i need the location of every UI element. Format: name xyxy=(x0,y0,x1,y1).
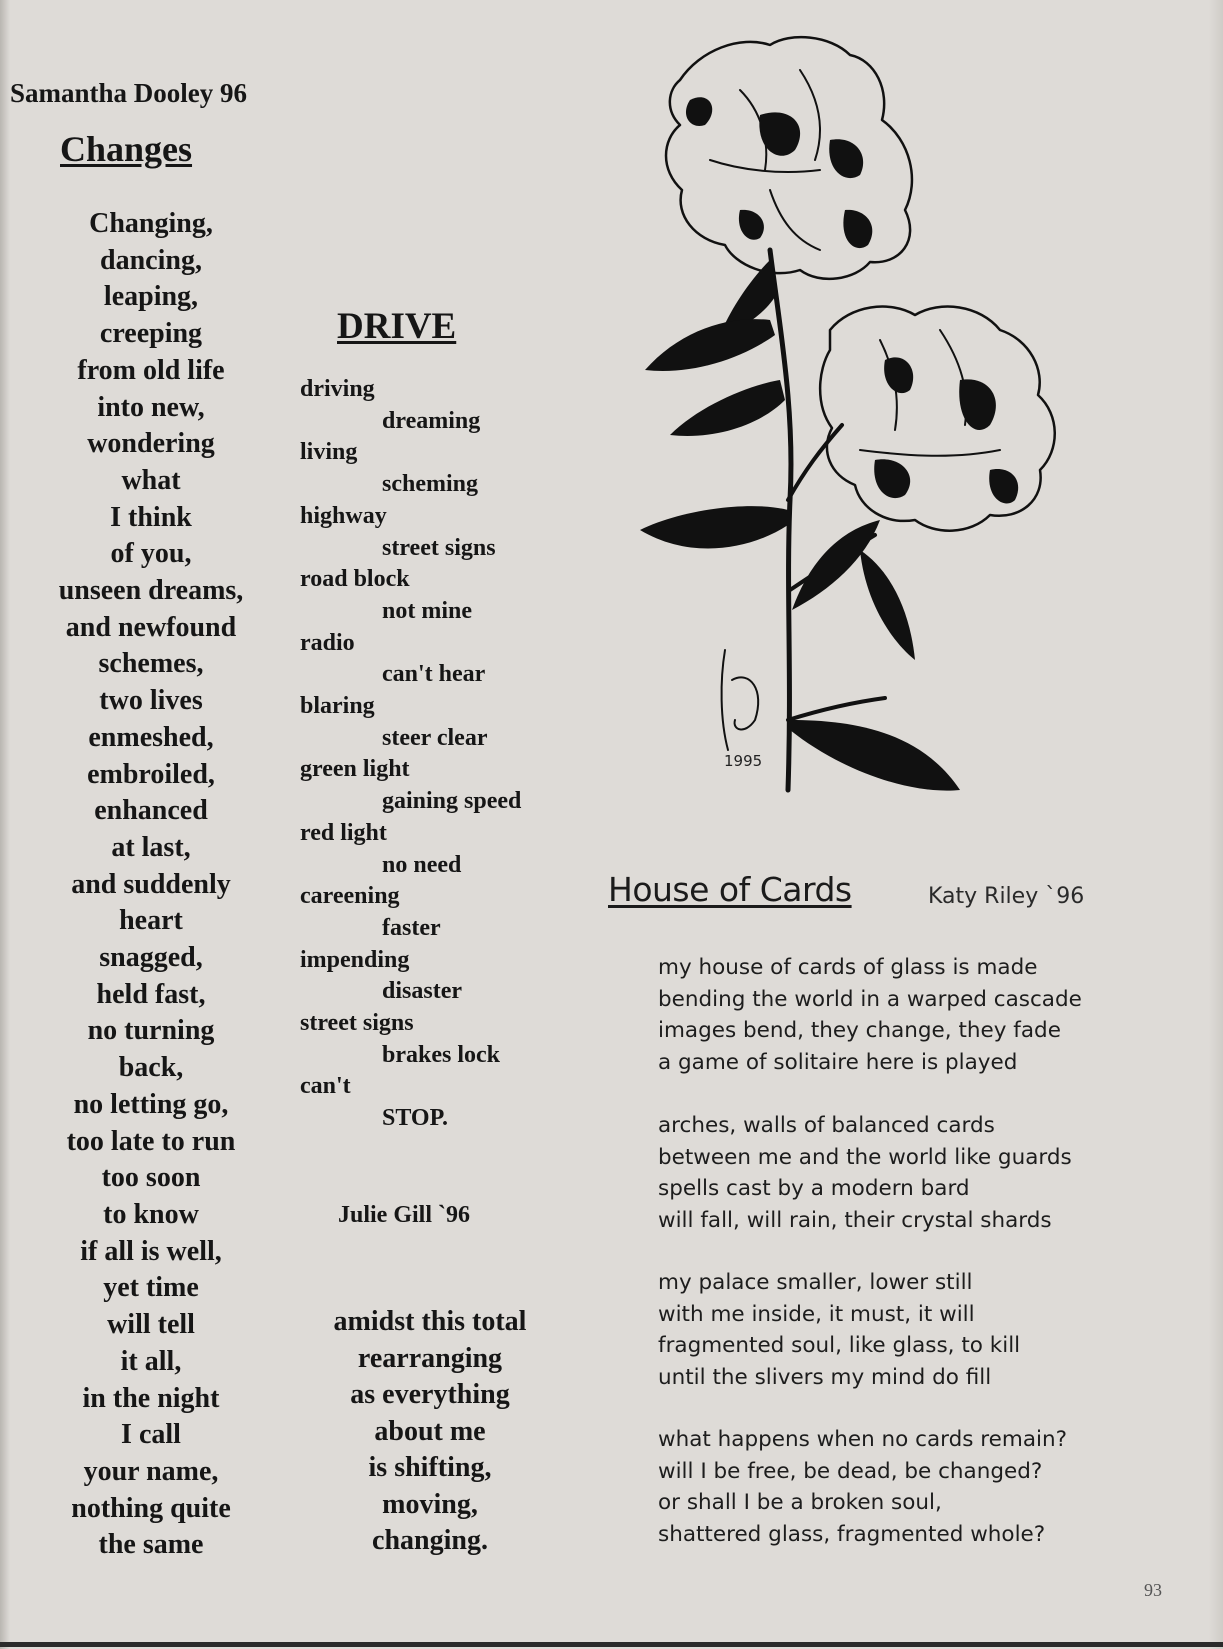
poem-line: it all, xyxy=(120,1345,182,1377)
poem-line: will fall, will rain, their crystal shards xyxy=(658,1207,1052,1233)
poem-line: schemes, xyxy=(98,648,204,680)
house-of-cards-stanza-2 xyxy=(658,1110,1178,1236)
poem-line: enmeshed, xyxy=(88,721,214,753)
poem-line: a game of solitaire here is played xyxy=(658,1049,1018,1075)
poem-line: about me xyxy=(374,1415,486,1447)
house-of-cards-title: House of Cards xyxy=(608,870,852,909)
drive-title: DRIVE xyxy=(337,306,457,347)
drive-poem-lines xyxy=(300,374,600,1135)
poem-line: as everything xyxy=(350,1379,510,1410)
poem-line: my house of cards of glass is made xyxy=(658,955,1038,980)
poem-line: spells cast by a modern bard xyxy=(658,1176,970,1201)
poem-line: held fast, xyxy=(96,978,206,1010)
poem-line: too soon xyxy=(101,1162,201,1194)
poem-line: or shall I be a broken soul, xyxy=(658,1490,942,1515)
page-bottom-edge xyxy=(0,1642,1223,1647)
poem-line: street signs xyxy=(300,1010,414,1037)
poem-line: wondering xyxy=(87,428,215,460)
poem-line: leaping, xyxy=(103,281,199,313)
poem-line: will I be free, be dead, be changed? xyxy=(658,1458,1043,1484)
poem-line: dreaming xyxy=(382,407,481,434)
poem-line: STOP. xyxy=(382,1105,449,1132)
poem-line: embroiled, xyxy=(87,758,215,790)
poem-line: too late to run xyxy=(66,1125,236,1157)
poem-line: and newfound xyxy=(65,611,237,643)
poem-line: shattered glass, fragmented whole? xyxy=(658,1521,1046,1547)
poem-line: to know xyxy=(103,1198,199,1230)
poem-line: gaining speed xyxy=(382,788,522,815)
poem-line: my palace smaller, lower still xyxy=(658,1270,973,1295)
poem-line: yet time xyxy=(103,1272,199,1304)
poem-line: at last, xyxy=(111,831,191,863)
poem-line: no need xyxy=(382,851,462,878)
poem-line: faster xyxy=(382,914,441,941)
house-of-cards-stanza-4 xyxy=(658,1424,1178,1550)
page-right-shadow xyxy=(1209,0,1223,1649)
house-of-cards-stanza-3 xyxy=(658,1267,1178,1393)
poem-line: and suddenly xyxy=(71,868,231,900)
poem-line: impending xyxy=(300,946,410,973)
poem-line: green light xyxy=(300,756,410,783)
poem-line: rearranging xyxy=(357,1342,503,1374)
poem-line: into new, xyxy=(97,391,205,423)
poem-line: fragmented soul, like glass, to kill xyxy=(658,1333,1021,1358)
poem-line: in the night xyxy=(82,1382,220,1414)
poem-line: brakes lock xyxy=(382,1041,501,1068)
poem-line: from old life xyxy=(77,354,225,386)
poem-line: can't xyxy=(300,1073,351,1100)
poem-line: what happens when no cards remain? xyxy=(658,1427,1068,1452)
poem-line: what xyxy=(121,464,181,496)
poem-line: until the slivers my mind do fill xyxy=(658,1364,992,1390)
poem-line: street signs xyxy=(382,534,496,561)
poem-line: can't hear xyxy=(382,661,486,688)
poem-line: Changing, xyxy=(89,208,213,239)
changes-title: Changes xyxy=(60,129,193,169)
poem-line: no letting go, xyxy=(73,1088,229,1120)
poem-line: careening xyxy=(300,883,400,910)
poem-line: back, xyxy=(118,1052,184,1084)
poem-line: I think xyxy=(110,501,192,533)
page-number: 93 xyxy=(1144,1580,1162,1600)
poem-line: between me and the world like guards xyxy=(658,1144,1072,1170)
poem-line: changing. xyxy=(372,1525,488,1556)
poem-line: is shifting, xyxy=(368,1452,492,1483)
poem-line: of you, xyxy=(110,538,192,570)
poem-line: with me inside, it must, it will xyxy=(658,1301,975,1327)
poem-line: disaster xyxy=(382,978,462,1005)
flower-drawing-icon xyxy=(620,30,1110,840)
poem-line: images bend, they change, they fade xyxy=(658,1018,1061,1043)
poem-line: steer clear xyxy=(382,724,488,751)
poem-line: creeping xyxy=(99,318,203,350)
changes-author: Samantha Dooley 96 xyxy=(10,78,248,108)
poem-line: driving xyxy=(300,376,375,402)
poem-line: bending the world in a warped cascade xyxy=(658,986,1082,1012)
house-of-cards-author: Katy Riley `96 xyxy=(928,884,1085,909)
poem-line: living xyxy=(300,439,358,466)
poem-line: road block xyxy=(300,566,410,593)
poem-line: moving, xyxy=(382,1488,478,1520)
page-edge-shadow xyxy=(0,0,10,1649)
signature-year: 1995 xyxy=(724,752,763,770)
poem-line: amidst this total xyxy=(333,1306,527,1337)
poem-line: the same xyxy=(98,1529,204,1561)
poem-line: will tell xyxy=(107,1309,195,1341)
poem-line: I call xyxy=(121,1419,181,1451)
poem-line: radio xyxy=(300,629,355,656)
poem-line: your name, xyxy=(83,1455,219,1487)
drive-author: Julie Gill `96 xyxy=(338,1202,470,1228)
poem-line: no turning xyxy=(87,1015,215,1047)
poem-line: blaring xyxy=(300,693,375,720)
closing-verse-lines xyxy=(300,1304,560,1560)
poem-line: dancing, xyxy=(100,244,202,276)
changes-poem-lines xyxy=(20,206,282,1564)
poem-line: red light xyxy=(300,819,387,846)
poem-line: heart xyxy=(119,905,183,937)
poem-line: scheming xyxy=(382,471,478,498)
poem-line: highway xyxy=(300,502,387,529)
poem-line: snagged, xyxy=(99,942,203,974)
house-of-cards-stanza-1 xyxy=(658,952,1178,1078)
poem-line: nothing quite xyxy=(71,1492,231,1524)
poem-line: two lives xyxy=(99,685,203,717)
poem-line: unseen dreams, xyxy=(58,575,244,607)
poem-line: not mine xyxy=(382,597,472,624)
poem-line: arches, walls of balanced cards xyxy=(658,1113,995,1138)
poem-line: if all is well, xyxy=(80,1235,222,1267)
poem-line: enhanced xyxy=(94,795,208,827)
